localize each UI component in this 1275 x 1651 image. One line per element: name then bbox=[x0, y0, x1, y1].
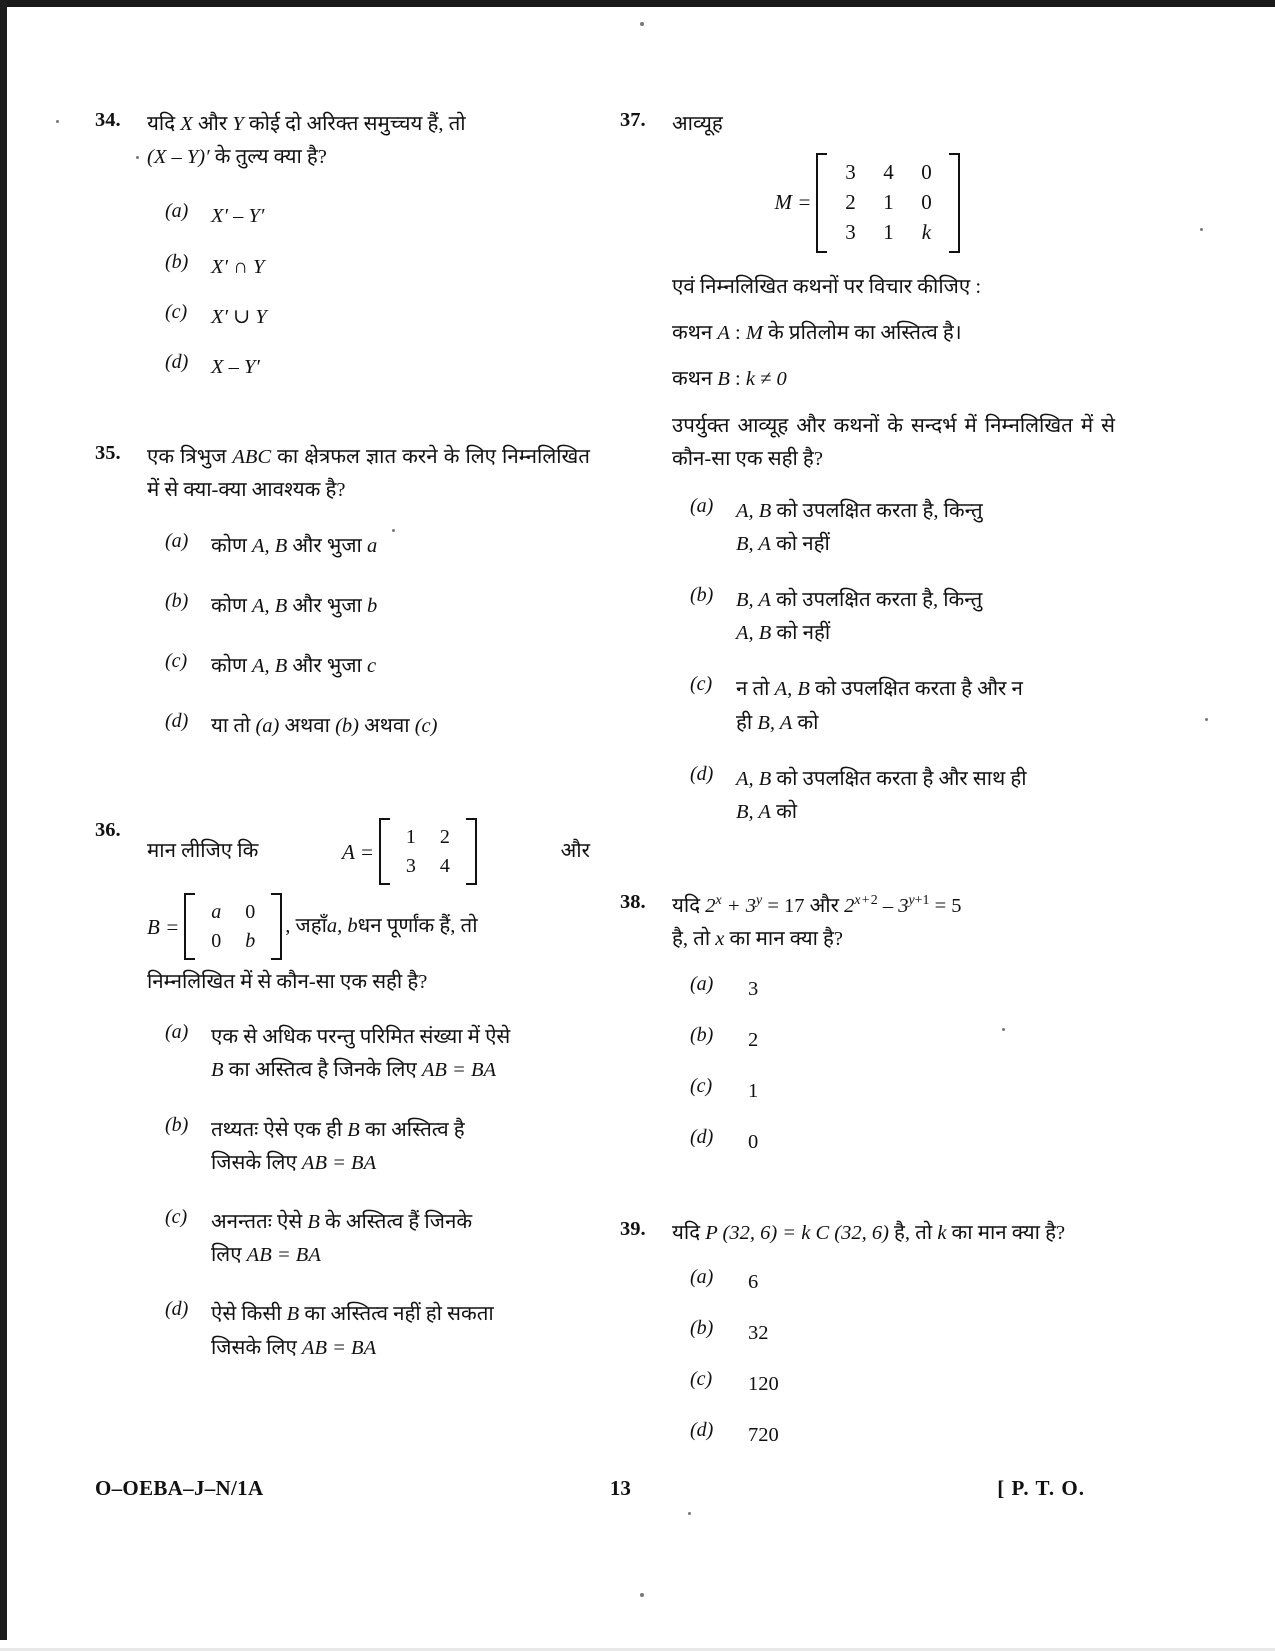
matrix-row bbox=[199, 898, 267, 926]
footer-pto-note: [ P. T. O. bbox=[997, 1476, 1085, 1500]
option-text: X′ ∪ Y bbox=[211, 305, 267, 328]
matrix-A-cells bbox=[390, 818, 466, 885]
option-text bbox=[211, 1206, 590, 1272]
matrix-cell: 0 bbox=[921, 190, 932, 215]
option-equation: AB = BA bbox=[421, 1059, 497, 1082]
matrix-M-block bbox=[620, 153, 1115, 252]
question-number: 37. bbox=[620, 109, 646, 131]
option-text: X′ – Y′ bbox=[211, 205, 265, 228]
option-b[interactable] bbox=[690, 1024, 1115, 1057]
options-list bbox=[620, 495, 1115, 830]
option-part: कोण bbox=[211, 594, 252, 617]
option-label: (c) bbox=[690, 1368, 713, 1391]
stem-part: के तुल्य क्या है? bbox=[209, 146, 327, 169]
option-text bbox=[736, 584, 1115, 650]
scan-speck bbox=[640, 1593, 644, 1597]
option-label: (c) bbox=[690, 1075, 713, 1098]
option-var: B, A bbox=[736, 532, 771, 555]
scan-speck bbox=[56, 120, 59, 123]
option-text: 120 bbox=[748, 1373, 779, 1396]
option-label: (d) bbox=[165, 1298, 189, 1321]
option-text: 32 bbox=[748, 1321, 769, 1344]
question-number: 38. bbox=[620, 891, 646, 914]
option-part: को उपलक्षित करता है और साथ ही bbox=[771, 767, 1027, 790]
option-part: को bbox=[770, 801, 798, 824]
option-b[interactable] bbox=[165, 590, 590, 623]
matrix-cell: 0 bbox=[921, 160, 932, 185]
bracket-right-icon bbox=[949, 153, 960, 252]
statement-intro: एवं निम्नलिखित कथनों पर विचार कीजिए : bbox=[672, 275, 982, 298]
option-var: A, B bbox=[736, 622, 772, 645]
option-equation: AB = BA bbox=[301, 1151, 377, 1174]
stem-equation-2: $2^{x + 2} - 3^{y+1} = 5$ bbox=[844, 893, 962, 918]
statement-B bbox=[672, 363, 1115, 396]
matrix-row bbox=[831, 158, 945, 188]
options-list bbox=[95, 530, 590, 744]
option-var: A, B bbox=[252, 534, 288, 557]
matrix-B-cells bbox=[195, 893, 271, 960]
option-text bbox=[211, 710, 590, 743]
question-37 bbox=[620, 108, 1115, 829]
option-a[interactable] bbox=[690, 495, 1115, 561]
option-part: और भुजा bbox=[287, 534, 367, 557]
matrix-cell: k bbox=[921, 219, 932, 244]
option-ref: (a) bbox=[255, 715, 280, 738]
stem-part: का मान क्या है? bbox=[724, 928, 844, 951]
question-stem bbox=[147, 108, 590, 174]
question-columns bbox=[95, 108, 1115, 1470]
option-label: (d) bbox=[690, 1419, 714, 1442]
option-a[interactable] bbox=[690, 973, 1115, 1006]
option-var: b bbox=[366, 594, 378, 617]
matrix-B bbox=[147, 893, 282, 960]
right-column bbox=[620, 108, 1115, 1470]
option-text: 1 bbox=[748, 1080, 759, 1103]
option-var: B bbox=[347, 1118, 360, 1141]
option-label: (a) bbox=[690, 494, 714, 517]
question-stem bbox=[147, 818, 590, 999]
option-var: B bbox=[307, 1211, 320, 1234]
option-label: (d) bbox=[690, 762, 714, 785]
matrix-cell: 0 bbox=[245, 901, 256, 924]
option-label: (a) bbox=[165, 1021, 189, 1044]
option-text bbox=[736, 763, 1115, 829]
option-label: (a) bbox=[165, 529, 189, 552]
footer-page-number: 13 bbox=[609, 1476, 631, 1500]
spacer bbox=[620, 846, 1115, 890]
option-a[interactable] bbox=[165, 200, 590, 233]
question-39 bbox=[620, 1217, 1115, 1453]
option-label: (b) bbox=[165, 1113, 189, 1136]
option-part: ऐसे किसी bbox=[211, 1303, 287, 1326]
stem-part: यदि bbox=[672, 895, 706, 918]
matrix-cell: 3 bbox=[845, 219, 856, 244]
stem-part: एक त्रिभुज bbox=[147, 446, 233, 469]
stem-part: यदि bbox=[672, 1221, 706, 1244]
stem-part: और bbox=[804, 895, 845, 918]
option-b[interactable] bbox=[165, 251, 590, 284]
options-list bbox=[95, 1021, 590, 1365]
scan-edge-left bbox=[0, 0, 7, 1640]
option-var: A, B bbox=[736, 767, 772, 790]
statement-part: कथन bbox=[672, 368, 718, 391]
option-part: अथवा bbox=[279, 715, 336, 738]
stem-tail: निम्नलिखित में से कौन-सा एक सही है? bbox=[147, 971, 428, 993]
stem-part: और bbox=[192, 113, 233, 135]
stem-var: k bbox=[937, 1221, 947, 1244]
stem-var-y: Y bbox=[232, 113, 244, 135]
option-part: को bbox=[792, 711, 819, 734]
option-label: (c) bbox=[165, 300, 188, 323]
option-equation: AB = BA bbox=[301, 1336, 377, 1359]
option-part: लिए bbox=[211, 1244, 247, 1267]
statement-var-m: M bbox=[745, 321, 763, 344]
stem-part: और bbox=[560, 840, 590, 863]
stem-part: , जहाँ bbox=[285, 915, 327, 937]
option-a[interactable] bbox=[690, 1266, 1115, 1299]
question-stem bbox=[672, 1217, 1115, 1250]
option-text bbox=[736, 673, 1115, 739]
stem-part: है, तो bbox=[888, 1221, 938, 1244]
option-label: (d) bbox=[690, 1126, 714, 1149]
option-part: का अस्तित्व नहीं हो सकता bbox=[299, 1303, 494, 1326]
option-label: (c) bbox=[690, 673, 713, 696]
option-text bbox=[736, 495, 1115, 561]
option-text: 2 bbox=[748, 1028, 759, 1051]
option-b[interactable] bbox=[690, 1317, 1115, 1350]
matrix-cell: 4 bbox=[439, 854, 450, 877]
option-c[interactable] bbox=[165, 650, 590, 683]
option-d[interactable] bbox=[690, 1126, 1115, 1159]
stem-part: का क्षेत्रफल ज्ञात करने के लिए निम्नलिखित में से क्या-क्या आवश्यक है? bbox=[147, 446, 590, 502]
statement-part: के प्रतिलोम का अस्तित्व है। bbox=[762, 321, 962, 344]
option-d[interactable] bbox=[690, 1419, 1115, 1452]
option-part: को उपलक्षित करता है, किन्तु bbox=[771, 499, 983, 522]
option-part: जिसके लिए bbox=[211, 1151, 302, 1174]
matrix-cell: 1 bbox=[883, 190, 894, 215]
option-label: (b) bbox=[690, 1023, 714, 1046]
option-b[interactable] bbox=[165, 1114, 590, 1180]
matrix-cell: 3 bbox=[845, 160, 856, 185]
option-label: (b) bbox=[165, 589, 189, 612]
option-text bbox=[211, 1114, 590, 1180]
matrix-M-label: M = bbox=[774, 190, 812, 215]
matrix-A-label: A = bbox=[342, 839, 374, 864]
question-38 bbox=[620, 890, 1115, 1159]
option-label: (d) bbox=[165, 351, 189, 374]
option-var: c bbox=[366, 655, 377, 678]
option-label: (a) bbox=[690, 1265, 714, 1288]
option-part: न तो bbox=[736, 678, 775, 701]
question-stem: आव्यूह bbox=[672, 113, 723, 135]
option-d[interactable] bbox=[165, 1298, 590, 1364]
bracket-left-icon bbox=[816, 153, 827, 252]
scan-speck bbox=[688, 1512, 691, 1515]
question-35 bbox=[95, 441, 590, 743]
options-list bbox=[620, 1266, 1115, 1453]
scan-speck bbox=[640, 22, 644, 26]
options-list bbox=[620, 973, 1115, 1160]
option-part: के अस्तित्व हैं जिनके bbox=[319, 1211, 473, 1234]
option-var: B bbox=[286, 1303, 300, 1326]
scan-speck bbox=[1205, 718, 1208, 721]
option-part: जिसके लिए bbox=[211, 1336, 302, 1359]
statement-A bbox=[672, 317, 1115, 350]
question-number: 35. bbox=[95, 442, 121, 465]
matrix-cell: 1 bbox=[405, 826, 416, 849]
options-list bbox=[95, 200, 590, 384]
option-part: और भुजा bbox=[287, 655, 367, 678]
stem-vars: a, b bbox=[326, 915, 358, 937]
question-37-statements bbox=[620, 271, 1115, 477]
matrix-cell: 0 bbox=[211, 929, 222, 952]
stem-part: है, तो bbox=[672, 928, 716, 951]
spacer bbox=[95, 401, 590, 441]
option-text bbox=[211, 1021, 590, 1087]
page-footer bbox=[95, 1476, 1085, 1501]
option-label: (c) bbox=[165, 1206, 188, 1229]
option-part: को नहीं bbox=[770, 532, 830, 555]
matrix-cell: 1 bbox=[883, 219, 894, 244]
matrix-cell: 2 bbox=[845, 190, 856, 215]
option-text bbox=[211, 1298, 590, 1364]
option-text: X′ ∩ Y bbox=[211, 255, 265, 278]
statement-part: कथन bbox=[672, 321, 718, 344]
statement-equation: k ≠ 0 bbox=[745, 368, 787, 391]
option-equation: AB = BA bbox=[246, 1244, 321, 1267]
matrix-A bbox=[342, 818, 477, 885]
option-ref: (c) bbox=[414, 715, 438, 738]
option-label: (b) bbox=[165, 250, 189, 273]
question-number: 36. bbox=[95, 819, 121, 842]
option-label: (a) bbox=[165, 200, 189, 223]
option-c[interactable] bbox=[690, 1075, 1115, 1108]
bracket-left-icon bbox=[379, 818, 390, 885]
matrix-B-label: B = bbox=[147, 914, 180, 939]
option-label: (a) bbox=[690, 972, 714, 995]
option-d[interactable] bbox=[165, 351, 590, 384]
option-a[interactable] bbox=[165, 530, 590, 563]
option-text: 3 bbox=[748, 977, 759, 1000]
question-number: 39. bbox=[620, 1217, 646, 1240]
option-var: B, A bbox=[757, 711, 793, 734]
option-part: या तो bbox=[211, 715, 256, 738]
option-label: (b) bbox=[690, 1316, 714, 1339]
option-part: को उपलक्षित करता है और न bbox=[809, 678, 1023, 701]
bracket-right-icon bbox=[271, 893, 282, 960]
matrix-row bbox=[394, 823, 462, 851]
option-d[interactable] bbox=[690, 763, 1115, 829]
stem-part: का मान क्या है? bbox=[946, 1221, 1066, 1244]
option-part: अथवा bbox=[359, 715, 415, 738]
matrix-M bbox=[775, 153, 961, 252]
matrix-row bbox=[831, 188, 945, 218]
option-part: का अस्तित्व है जिनके लिए bbox=[223, 1059, 422, 1082]
option-part: कोण bbox=[211, 655, 252, 678]
matrix-row bbox=[199, 927, 267, 955]
matrix-row bbox=[394, 852, 462, 880]
bracket-left-icon bbox=[184, 893, 195, 960]
option-var: B bbox=[211, 1059, 224, 1082]
stem-var-x: X bbox=[180, 113, 193, 135]
stem-equation-1: $2^x + 3^y = 17$ bbox=[705, 893, 805, 918]
statement-label-b: B bbox=[717, 368, 730, 391]
stem-expression: P (32, 6) = k C (32, 6) bbox=[705, 1221, 889, 1244]
stem-part: धन पूर्णांक हैं, तो bbox=[357, 915, 478, 937]
stem-part: यदि bbox=[147, 113, 181, 135]
statement-label-a: A bbox=[717, 321, 730, 344]
scan-edge-top bbox=[0, 0, 1275, 7]
footer-paper-code: O–OEBA–J–N/1A bbox=[95, 1476, 264, 1500]
stem-part: मान लीजिए कि bbox=[147, 840, 259, 863]
option-part: ही bbox=[736, 711, 758, 734]
option-label: (b) bbox=[690, 584, 714, 607]
question-34 bbox=[95, 108, 590, 384]
matrix-cell: 2 bbox=[439, 826, 450, 849]
option-part: को उपलक्षित करता है, किन्तु bbox=[770, 589, 983, 612]
question-number: 34. bbox=[95, 109, 121, 131]
option-var: A, B bbox=[252, 594, 288, 617]
option-var: B, A bbox=[736, 801, 771, 824]
option-text bbox=[211, 530, 590, 563]
option-d[interactable] bbox=[165, 710, 590, 743]
matrix-row bbox=[831, 218, 945, 248]
stem-var-abc: ABC bbox=[232, 446, 272, 469]
matrix-M-cells bbox=[827, 153, 949, 252]
scan-speck bbox=[1200, 228, 1203, 231]
spacer bbox=[95, 760, 590, 818]
option-text bbox=[211, 650, 590, 683]
bracket-right-icon bbox=[466, 818, 477, 885]
option-part: का अस्तित्व है bbox=[359, 1118, 465, 1141]
option-label: (d) bbox=[165, 710, 189, 733]
question-stem bbox=[147, 441, 590, 507]
option-var: A, B bbox=[252, 655, 288, 678]
option-text bbox=[211, 590, 590, 623]
option-part: और भुजा bbox=[287, 594, 367, 617]
question-36 bbox=[95, 818, 590, 1364]
statement-part: : bbox=[729, 321, 746, 344]
matrix-cell: 4 bbox=[883, 160, 894, 185]
spacer bbox=[620, 1177, 1115, 1217]
option-part: को नहीं bbox=[771, 622, 831, 645]
option-var: a bbox=[366, 534, 378, 557]
option-var: A, B bbox=[736, 499, 772, 522]
option-var: B, A bbox=[736, 589, 771, 612]
option-part: तथ्यतः ऐसे एक ही bbox=[211, 1118, 348, 1141]
stem-expression: (X – Y)′ bbox=[147, 146, 210, 169]
stem-part: कोई दो अरिक्त समुच्चय हैं, तो bbox=[243, 113, 466, 135]
option-var: A, B bbox=[774, 678, 810, 701]
option-text: 0 bbox=[748, 1131, 759, 1154]
option-part: कोण bbox=[211, 534, 252, 557]
option-text: 6 bbox=[748, 1270, 759, 1293]
option-c[interactable] bbox=[690, 673, 1115, 739]
option-b[interactable] bbox=[690, 584, 1115, 650]
matrix-cell: 3 bbox=[405, 854, 416, 877]
option-text: 720 bbox=[748, 1424, 779, 1447]
stem-var: x bbox=[715, 928, 725, 951]
option-c[interactable] bbox=[165, 1206, 590, 1272]
option-ref: (b) bbox=[335, 715, 359, 738]
option-line-1: एक से अधिक परन्तु परिमित संख्या में ऐसे bbox=[211, 1026, 511, 1049]
matrix-cell: a bbox=[211, 901, 222, 924]
option-c[interactable] bbox=[165, 301, 590, 334]
option-a[interactable] bbox=[165, 1021, 590, 1087]
matrix-cell: b bbox=[245, 929, 256, 952]
left-column bbox=[95, 108, 590, 1470]
option-part: अनन्ततः ऐसे bbox=[211, 1211, 308, 1234]
option-c[interactable] bbox=[690, 1368, 1115, 1401]
statement-part: : bbox=[729, 368, 746, 391]
option-label: (c) bbox=[165, 650, 188, 673]
option-text: X – Y′ bbox=[211, 356, 260, 379]
question-stem bbox=[672, 890, 1115, 956]
statement-question: उपर्युक्त आव्यूह और कथनों के सन्दर्भ में निम्नलिखित में से कौन-सा एक सही है? bbox=[672, 415, 1115, 471]
